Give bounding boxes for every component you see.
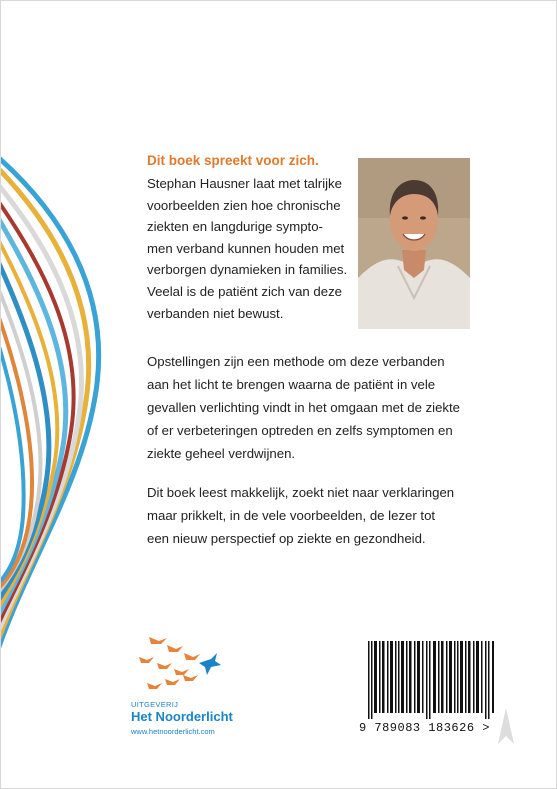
paragraph-line: ziekte geheel verdwijnen. — [147, 446, 296, 461]
intro-line: verborgen dynamieken in families. — [147, 262, 348, 278]
watermark-arrow-icon — [496, 706, 516, 746]
intro-line: verbanden niet bewust. — [147, 305, 284, 321]
publisher-label: UITGEVERIJ — [131, 700, 179, 709]
isbn-number: 9 789083 183626 > — [359, 721, 490, 735]
paragraph-methode — [147, 350, 487, 465]
decorative-waves — [1, 151, 121, 671]
paragraph-conclusion — [147, 481, 487, 550]
intro-line: Stephan Hausner laat met talrijke — [147, 176, 342, 191]
paragraph-line: Opstellingen zijn een methode om deze verbanden — [147, 354, 445, 369]
tagline: Dit boek spreekt voor zich. — [147, 153, 319, 168]
intro-line: voorbeelden zien hoe chronische — [147, 197, 341, 213]
isbn-barcode — [366, 641, 497, 719]
paragraph-line: gevallen verlichting vindt in het omgaan met de ziekte — [147, 400, 461, 415]
intro-line: Veelal is de patiënt zich van deze — [147, 283, 343, 299]
paragraph-line: een nieuw perspectief op ziekte en gezondheid. — [147, 531, 426, 546]
paragraph-line: Dit boek leest makkelijk, zoekt niet naar verklaringen — [147, 485, 455, 500]
publisher-name: Het Noorderlicht — [131, 709, 233, 724]
intro-paragraph — [147, 173, 357, 324]
intro-line: men verband kunnen houden met — [147, 240, 345, 256]
paragraph-line: aan het licht te brengen waarna de patiënt in vele — [147, 377, 436, 392]
intro-line: ziekten en langdurige sympto- — [147, 219, 323, 235]
paragraph-line: of er verbeteringen optreden en zelfs symptomen en — [147, 423, 453, 438]
author-photo — [358, 158, 470, 329]
paragraph-line: maar prikkelt, in de vele voorbeelden, de lezer tot — [147, 508, 436, 523]
publisher-url: www.hetnoorderlicht.com — [131, 727, 215, 736]
